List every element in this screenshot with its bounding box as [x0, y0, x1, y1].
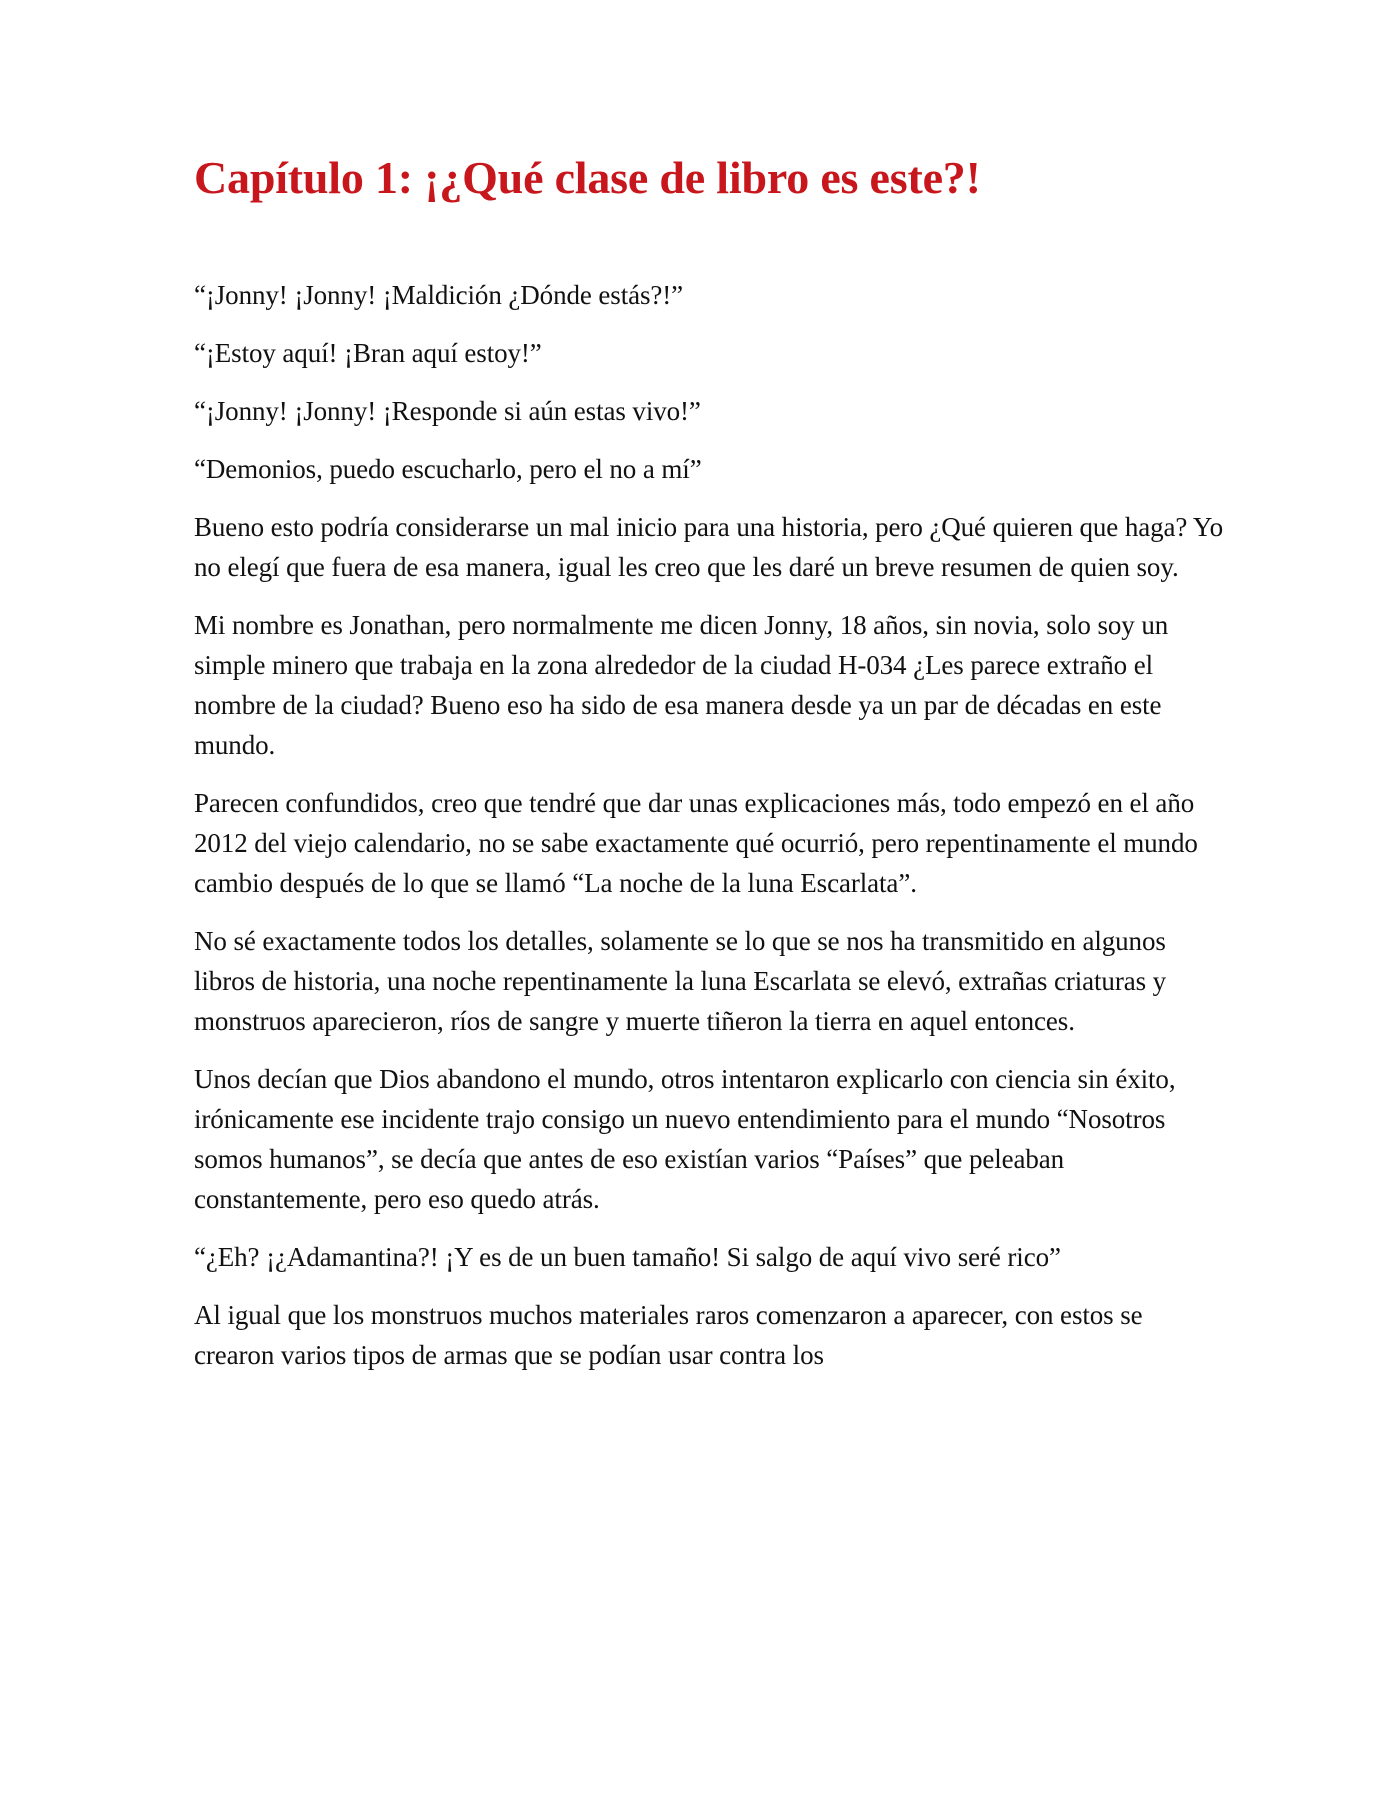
page-content	[194, 150, 1224, 1393]
paragraph: Al igual que los monstruos muchos materiales raros comenzaron a aparecer, con estos se crearon varios tipos de armas que se podían usar contra los	[194, 1300, 1143, 1371]
paragraph: “¡Estoy aquí! ¡Bran aquí estoy!”	[194, 338, 542, 369]
paragraph: “¡Jonny! ¡Jonny! ¡Maldición ¿Dónde estás?!”	[194, 280, 684, 311]
paragraph: “Demonios, puedo escucharlo, pero el no a mí”	[194, 454, 702, 485]
chapter-title: Capítulo 1: ¡¿Qué clase de libro es este?!	[194, 152, 981, 203]
paragraph: “¡Jonny! ¡Jonny! ¡Responde si aún estas vivo!”	[194, 396, 701, 427]
chapter-body	[194, 275, 1224, 1375]
paragraph: “¿Eh? ¡¿Adamantina?! ¡Y es de un buen tamaño! Si salgo de aquí vivo seré rico”	[194, 1242, 1061, 1273]
paragraph: Bueno esto podría considerarse un mal inicio para una historia, pero ¿Qué quieren que haga? Yo no elegí que fuera de esa manera, igual les creo que les daré un breve resumen de quien soy.	[194, 512, 1224, 583]
paragraph: Parecen confundidos, creo que tendré que dar unas explicaciones más, todo empezó en el año 2012 del viejo calendario, no se sabe exactamente qué ocurrió, pero repentinamente el mundo cambio después de lo que se llamó “La noche de la luna Escarlata”.	[194, 788, 1198, 899]
paragraph: Unos decían que Dios abandono el mundo, otros intentaron explicarlo con ciencia sin éxito, irónicamente ese incidente trajo consigo un nuevo entendimiento para el mundo “Nosotros somos humanos”, se decía que antes de eso existían varios “Países” que peleaban constantemente, pero eso quedo atrás.	[194, 1064, 1176, 1215]
paragraph: No sé exactamente todos los detalles, solamente se lo que se nos ha transmitido en algunos libros de historia, una noche repentinamente la luna Escarlata se elevó, extrañas criaturas y monstruos aparecieron, ríos de sangre y muerte tiñeron la tierra en aquel entonces.	[194, 926, 1167, 1037]
paragraph: Mi nombre es Jonathan, pero normalmente me dicen Jonny, 18 años, sin novia, solo soy un simple minero que trabaja en la zona alrededor de la ciudad H-034 ¿Les parece extraño el nombre de la ciudad? Bueno eso ha sido de esa manera desde ya un par de décadas en este mundo.	[194, 610, 1169, 761]
